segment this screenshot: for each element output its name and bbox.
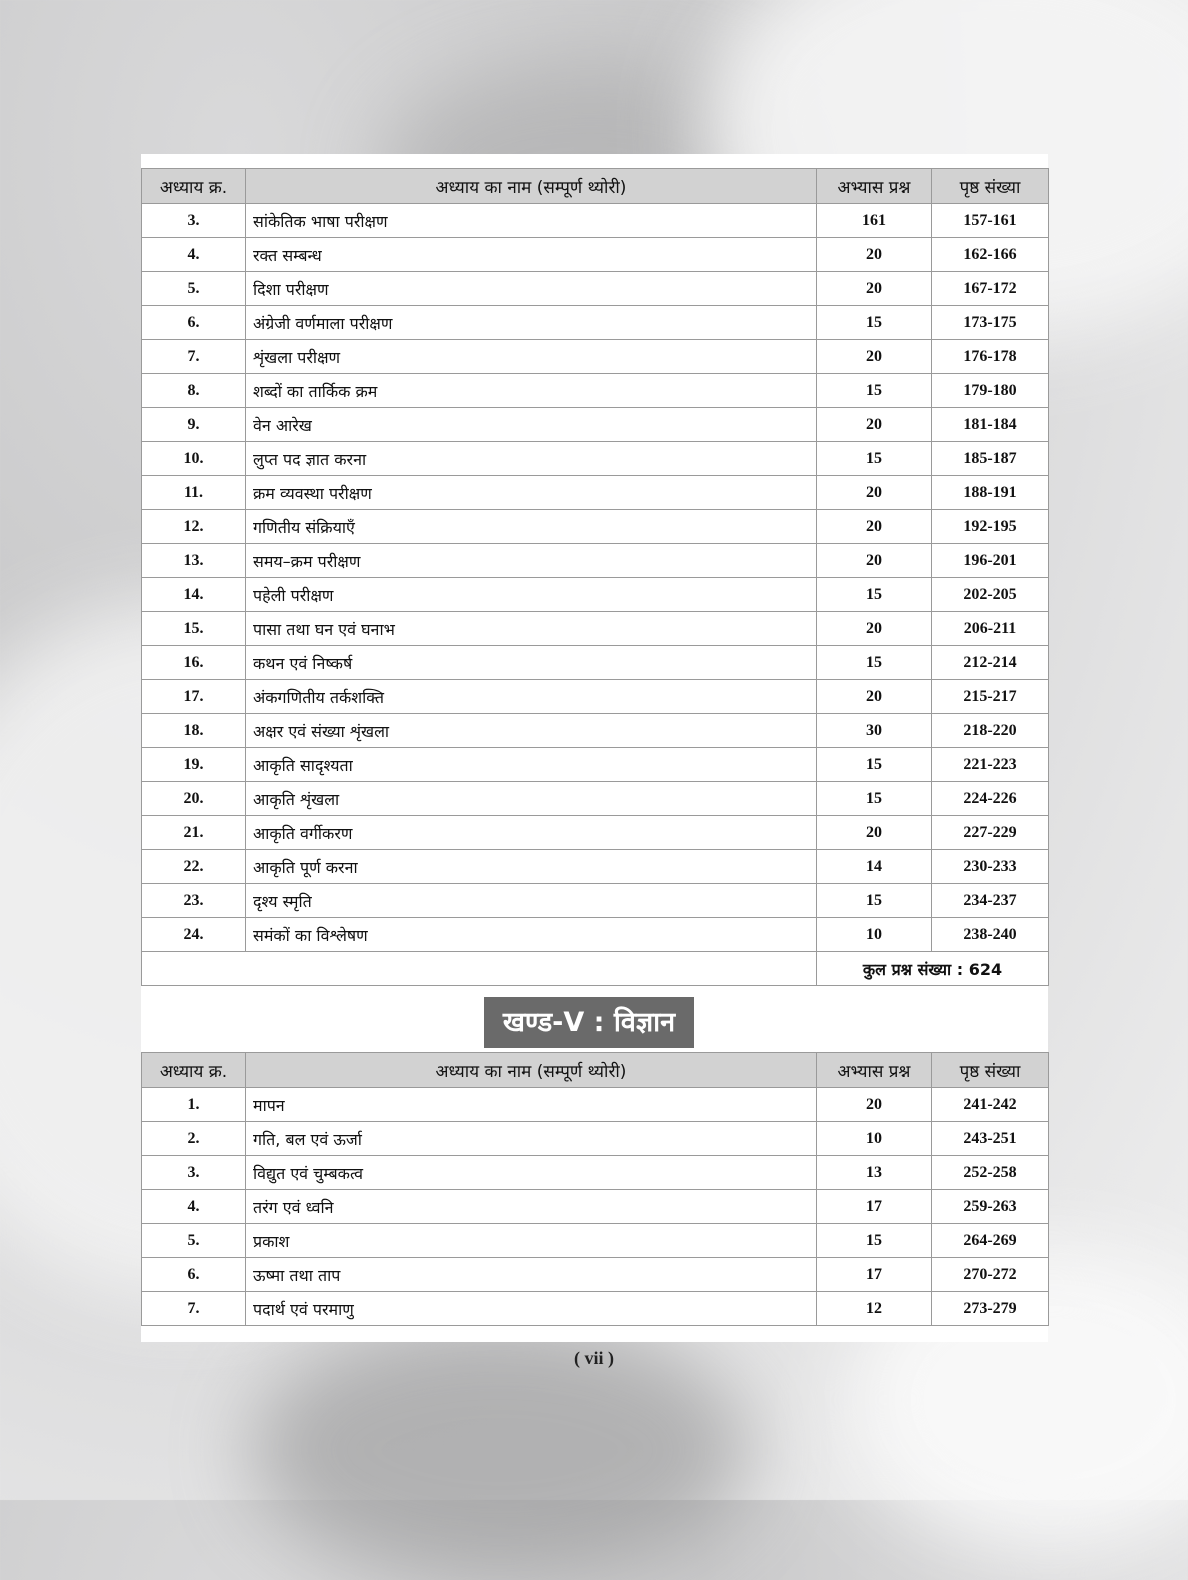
header-chapter-no: अध्याय क्र. xyxy=(142,169,246,204)
practice-question-count: 20 xyxy=(817,510,932,544)
chapter-name: विद्युत एवं चुम्बकत्व xyxy=(246,1156,817,1190)
table-row xyxy=(142,612,1049,646)
practice-question-count: 10 xyxy=(817,918,932,952)
page-range: 185-187 xyxy=(932,442,1049,476)
table-row xyxy=(142,816,1049,850)
contents-table-section-5 xyxy=(141,1052,1049,1326)
chapter-name: समय–क्रम परीक्षण xyxy=(246,544,817,578)
page-range: 202-205 xyxy=(932,578,1049,612)
table-row xyxy=(142,1292,1049,1326)
chapter-number: 24. xyxy=(142,918,246,952)
page-range: 241-242 xyxy=(932,1088,1049,1122)
page-range: 224-226 xyxy=(932,782,1049,816)
page-range: 173-175 xyxy=(932,306,1049,340)
page-range: 167-172 xyxy=(932,272,1049,306)
page-range: 206-211 xyxy=(932,612,1049,646)
table-row xyxy=(142,306,1049,340)
page-number: ( vii ) xyxy=(574,1348,614,1368)
practice-question-count: 10 xyxy=(817,1122,932,1156)
header-chapter-name: अध्याय का नाम (सम्पूर्ण थ्योरी) xyxy=(246,169,817,204)
chapter-number: 22. xyxy=(142,850,246,884)
practice-question-count: 20 xyxy=(817,408,932,442)
chapter-name: क्रम व्यवस्था परीक्षण xyxy=(246,476,817,510)
total-row-blank xyxy=(142,952,817,986)
practice-question-count: 17 xyxy=(817,1190,932,1224)
page-range: 221-223 xyxy=(932,748,1049,782)
chapter-name: पासा तथा घन एवं घनाभ xyxy=(246,612,817,646)
chapter-number: 23. xyxy=(142,884,246,918)
practice-question-count: 13 xyxy=(817,1156,932,1190)
table-row xyxy=(142,884,1049,918)
page-range: 234-237 xyxy=(932,884,1049,918)
chapter-number: 2. xyxy=(142,1122,246,1156)
chapter-number: 4. xyxy=(142,1190,246,1224)
total-question-count: कुल प्रश्न संख्या : 624 xyxy=(817,952,1049,986)
table-row xyxy=(142,850,1049,884)
chapter-name: अक्षर एवं संख्या शृंखला xyxy=(246,714,817,748)
page-range: 215-217 xyxy=(932,680,1049,714)
practice-question-count: 12 xyxy=(817,1292,932,1326)
table-row xyxy=(142,1258,1049,1292)
chapter-name: समंकों का विश्लेषण xyxy=(246,918,817,952)
table-row xyxy=(142,374,1049,408)
header-practice-questions: अभ्यास प्रश्न xyxy=(817,1053,932,1088)
practice-question-count: 15 xyxy=(817,374,932,408)
chapter-name: गति, बल एवं ऊर्जा xyxy=(246,1122,817,1156)
header-page-numbers: पृष्ठ संख्या xyxy=(932,1053,1049,1088)
chapter-name: आकृति पूर्ण करना xyxy=(246,850,817,884)
chapter-name: गणितीय संक्रियाएँ xyxy=(246,510,817,544)
practice-question-count: 161 xyxy=(817,204,932,238)
header-practice-questions: अभ्यास प्रश्न xyxy=(817,169,932,204)
chapter-name: ऊष्मा तथा ताप xyxy=(246,1258,817,1292)
chapter-number: 20. xyxy=(142,782,246,816)
chapter-number: 8. xyxy=(142,374,246,408)
contents-table-section-4 xyxy=(141,168,1049,986)
practice-question-count: 20 xyxy=(817,1088,932,1122)
chapter-name: प्रकाश xyxy=(246,1224,817,1258)
chapter-name: पहेली परीक्षण xyxy=(246,578,817,612)
practice-question-count: 15 xyxy=(817,748,932,782)
chapter-number: 3. xyxy=(142,204,246,238)
header-chapter-no: अध्याय क्र. xyxy=(142,1053,246,1088)
table-row xyxy=(142,1088,1049,1122)
chapter-number: 18. xyxy=(142,714,246,748)
table-row xyxy=(142,238,1049,272)
table-row xyxy=(142,442,1049,476)
chapter-number: 16. xyxy=(142,646,246,680)
page-range: 270-272 xyxy=(932,1258,1049,1292)
chapter-name: सांकेतिक भाषा परीक्षण xyxy=(246,204,817,238)
table-row xyxy=(142,714,1049,748)
chapter-number: 5. xyxy=(142,272,246,306)
chapter-name: शब्दों का तार्किक क्रम xyxy=(246,374,817,408)
page-range: 181-184 xyxy=(932,408,1049,442)
table-header-row xyxy=(142,169,1049,204)
table-row xyxy=(142,1122,1049,1156)
table-row xyxy=(142,340,1049,374)
chapter-number: 6. xyxy=(142,306,246,340)
page-range: 212-214 xyxy=(932,646,1049,680)
page-range: 259-263 xyxy=(932,1190,1049,1224)
table-row xyxy=(142,782,1049,816)
page-range: 196-201 xyxy=(932,544,1049,578)
practice-question-count: 20 xyxy=(817,476,932,510)
table-row xyxy=(142,204,1049,238)
chapter-name: दिशा परीक्षण xyxy=(246,272,817,306)
table-row xyxy=(142,272,1049,306)
chapter-number: 1. xyxy=(142,1088,246,1122)
table-row xyxy=(142,748,1049,782)
page-range: 188-191 xyxy=(932,476,1049,510)
chapter-number: 21. xyxy=(142,816,246,850)
practice-question-count: 15 xyxy=(817,782,932,816)
page-range: 252-258 xyxy=(932,1156,1049,1190)
table-row xyxy=(142,544,1049,578)
page-range: 227-229 xyxy=(932,816,1049,850)
section-title-science: खण्ड-V : विज्ञान xyxy=(484,997,694,1048)
page-range: 230-233 xyxy=(932,850,1049,884)
chapter-name: वेन आरेख xyxy=(246,408,817,442)
chapter-name: रक्त सम्बन्ध xyxy=(246,238,817,272)
practice-question-count: 15 xyxy=(817,884,932,918)
chapter-number: 12. xyxy=(142,510,246,544)
header-page-numbers: पृष्ठ संख्या xyxy=(932,169,1049,204)
chapter-name: तरंग एवं ध्वनि xyxy=(246,1190,817,1224)
chapter-number: 17. xyxy=(142,680,246,714)
header-chapter-name: अध्याय का नाम (सम्पूर्ण थ्योरी) xyxy=(246,1053,817,1088)
page-range: 218-220 xyxy=(932,714,1049,748)
chapter-number: 6. xyxy=(142,1258,246,1292)
page-range: 179-180 xyxy=(932,374,1049,408)
chapter-name: कथन एवं निष्कर्ष xyxy=(246,646,817,680)
practice-question-count: 20 xyxy=(817,612,932,646)
table-row xyxy=(142,408,1049,442)
practice-question-count: 15 xyxy=(817,578,932,612)
table-row xyxy=(142,476,1049,510)
chapter-number: 10. xyxy=(142,442,246,476)
table-row xyxy=(142,1156,1049,1190)
page-range: 264-269 xyxy=(932,1224,1049,1258)
total-row xyxy=(142,952,1049,986)
practice-question-count: 30 xyxy=(817,714,932,748)
chapter-name: पदार्थ एवं परमाणु xyxy=(246,1292,817,1326)
chapter-number: 19. xyxy=(142,748,246,782)
practice-question-count: 15 xyxy=(817,306,932,340)
chapter-number: 4. xyxy=(142,238,246,272)
chapter-name: शृंखला परीक्षण xyxy=(246,340,817,374)
practice-question-count: 14 xyxy=(817,850,932,884)
table-row xyxy=(142,680,1049,714)
table-row xyxy=(142,510,1049,544)
chapter-name: अंग्रेजी वर्णमाला परीक्षण xyxy=(246,306,817,340)
chapter-number: 3. xyxy=(142,1156,246,1190)
table-row xyxy=(142,646,1049,680)
chapter-name: आकृति शृंखला xyxy=(246,782,817,816)
chapter-name: आकृति वर्गीकरण xyxy=(246,816,817,850)
chapter-number: 13. xyxy=(142,544,246,578)
practice-question-count: 20 xyxy=(817,272,932,306)
chapter-number: 7. xyxy=(142,340,246,374)
chapter-number: 9. xyxy=(142,408,246,442)
page-range: 176-178 xyxy=(932,340,1049,374)
practice-question-count: 20 xyxy=(817,680,932,714)
page-range: 238-240 xyxy=(932,918,1049,952)
practice-question-count: 20 xyxy=(817,544,932,578)
practice-question-count: 15 xyxy=(817,646,932,680)
table-row xyxy=(142,578,1049,612)
page-range: 273-279 xyxy=(932,1292,1049,1326)
table-row xyxy=(142,918,1049,952)
chapter-number: 14. xyxy=(142,578,246,612)
chapter-number: 15. xyxy=(142,612,246,646)
page-range: 162-166 xyxy=(932,238,1049,272)
table-row xyxy=(142,1224,1049,1258)
chapter-number: 11. xyxy=(142,476,246,510)
practice-question-count: 15 xyxy=(817,442,932,476)
page-range: 192-195 xyxy=(932,510,1049,544)
chapter-name: मापन xyxy=(246,1088,817,1122)
table-row xyxy=(142,1190,1049,1224)
page-range: 157-161 xyxy=(932,204,1049,238)
practice-question-count: 15 xyxy=(817,1224,932,1258)
practice-question-count: 17 xyxy=(817,1258,932,1292)
practice-question-count: 20 xyxy=(817,816,932,850)
page-range: 243-251 xyxy=(932,1122,1049,1156)
chapter-number: 5. xyxy=(142,1224,246,1258)
practice-question-count: 20 xyxy=(817,238,932,272)
table-header-row xyxy=(142,1053,1049,1088)
page-sheet xyxy=(141,154,1048,1342)
chapter-name: लुप्त पद ज्ञात करना xyxy=(246,442,817,476)
chapter-name: अंकगणितीय तर्कशक्ति xyxy=(246,680,817,714)
chapter-number: 7. xyxy=(142,1292,246,1326)
chapter-name: दृश्य स्मृति xyxy=(246,884,817,918)
chapter-name: आकृति सादृश्यता xyxy=(246,748,817,782)
practice-question-count: 20 xyxy=(817,340,932,374)
